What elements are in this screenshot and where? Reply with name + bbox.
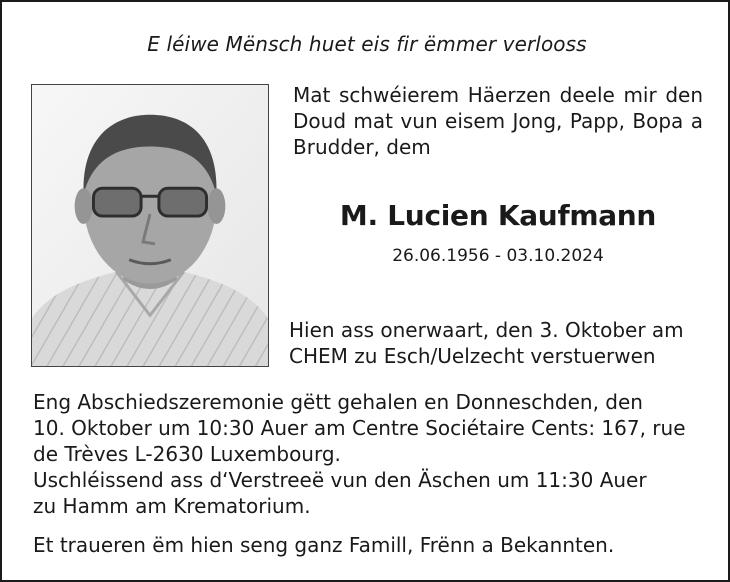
life-dates: 26.06.1956 - 03.10.2024 — [392, 246, 604, 266]
ceremony-line: Uschléissend ass d‘Verstreeë vun den Äschen um 11:30 Auer — [33, 468, 647, 492]
intro-text: Mat schwéierem Häerzen deele mir den Doud mat vun eisem Jong, Papp, Bopa a Brudder, dem — [293, 83, 703, 159]
portrait-illustration — [32, 85, 268, 366]
ceremony-line: zu Hamm am Krematorium. — [33, 494, 311, 518]
deceased-name: M. Lucien Kaufmann — [339, 199, 657, 232]
ceremony-text — [33, 389, 703, 519]
closing-text: Et traueren ëm hien seng ganz Famill, Frënn a Bekannten. — [33, 533, 615, 557]
ceremony-line: de Trèves L-2630 Luxembourg. — [33, 442, 341, 466]
portrait-photo — [31, 84, 269, 367]
passing-text: Hien ass onerwaart, den 3. Oktober am CHEM zu Esch/Uelzecht verstuerwen — [289, 318, 684, 368]
motto: E léiwe Mënsch huet eis fir ëmmer verlooss — [147, 32, 587, 56]
ceremony-line: 10. Oktober um 10:30 Auer am Centre Sociétaire Cents: 167, rue — [33, 416, 686, 440]
ceremony-line: Eng Abschiedszeremonie gëtt gehalen en Donneschden, den — [33, 390, 643, 414]
